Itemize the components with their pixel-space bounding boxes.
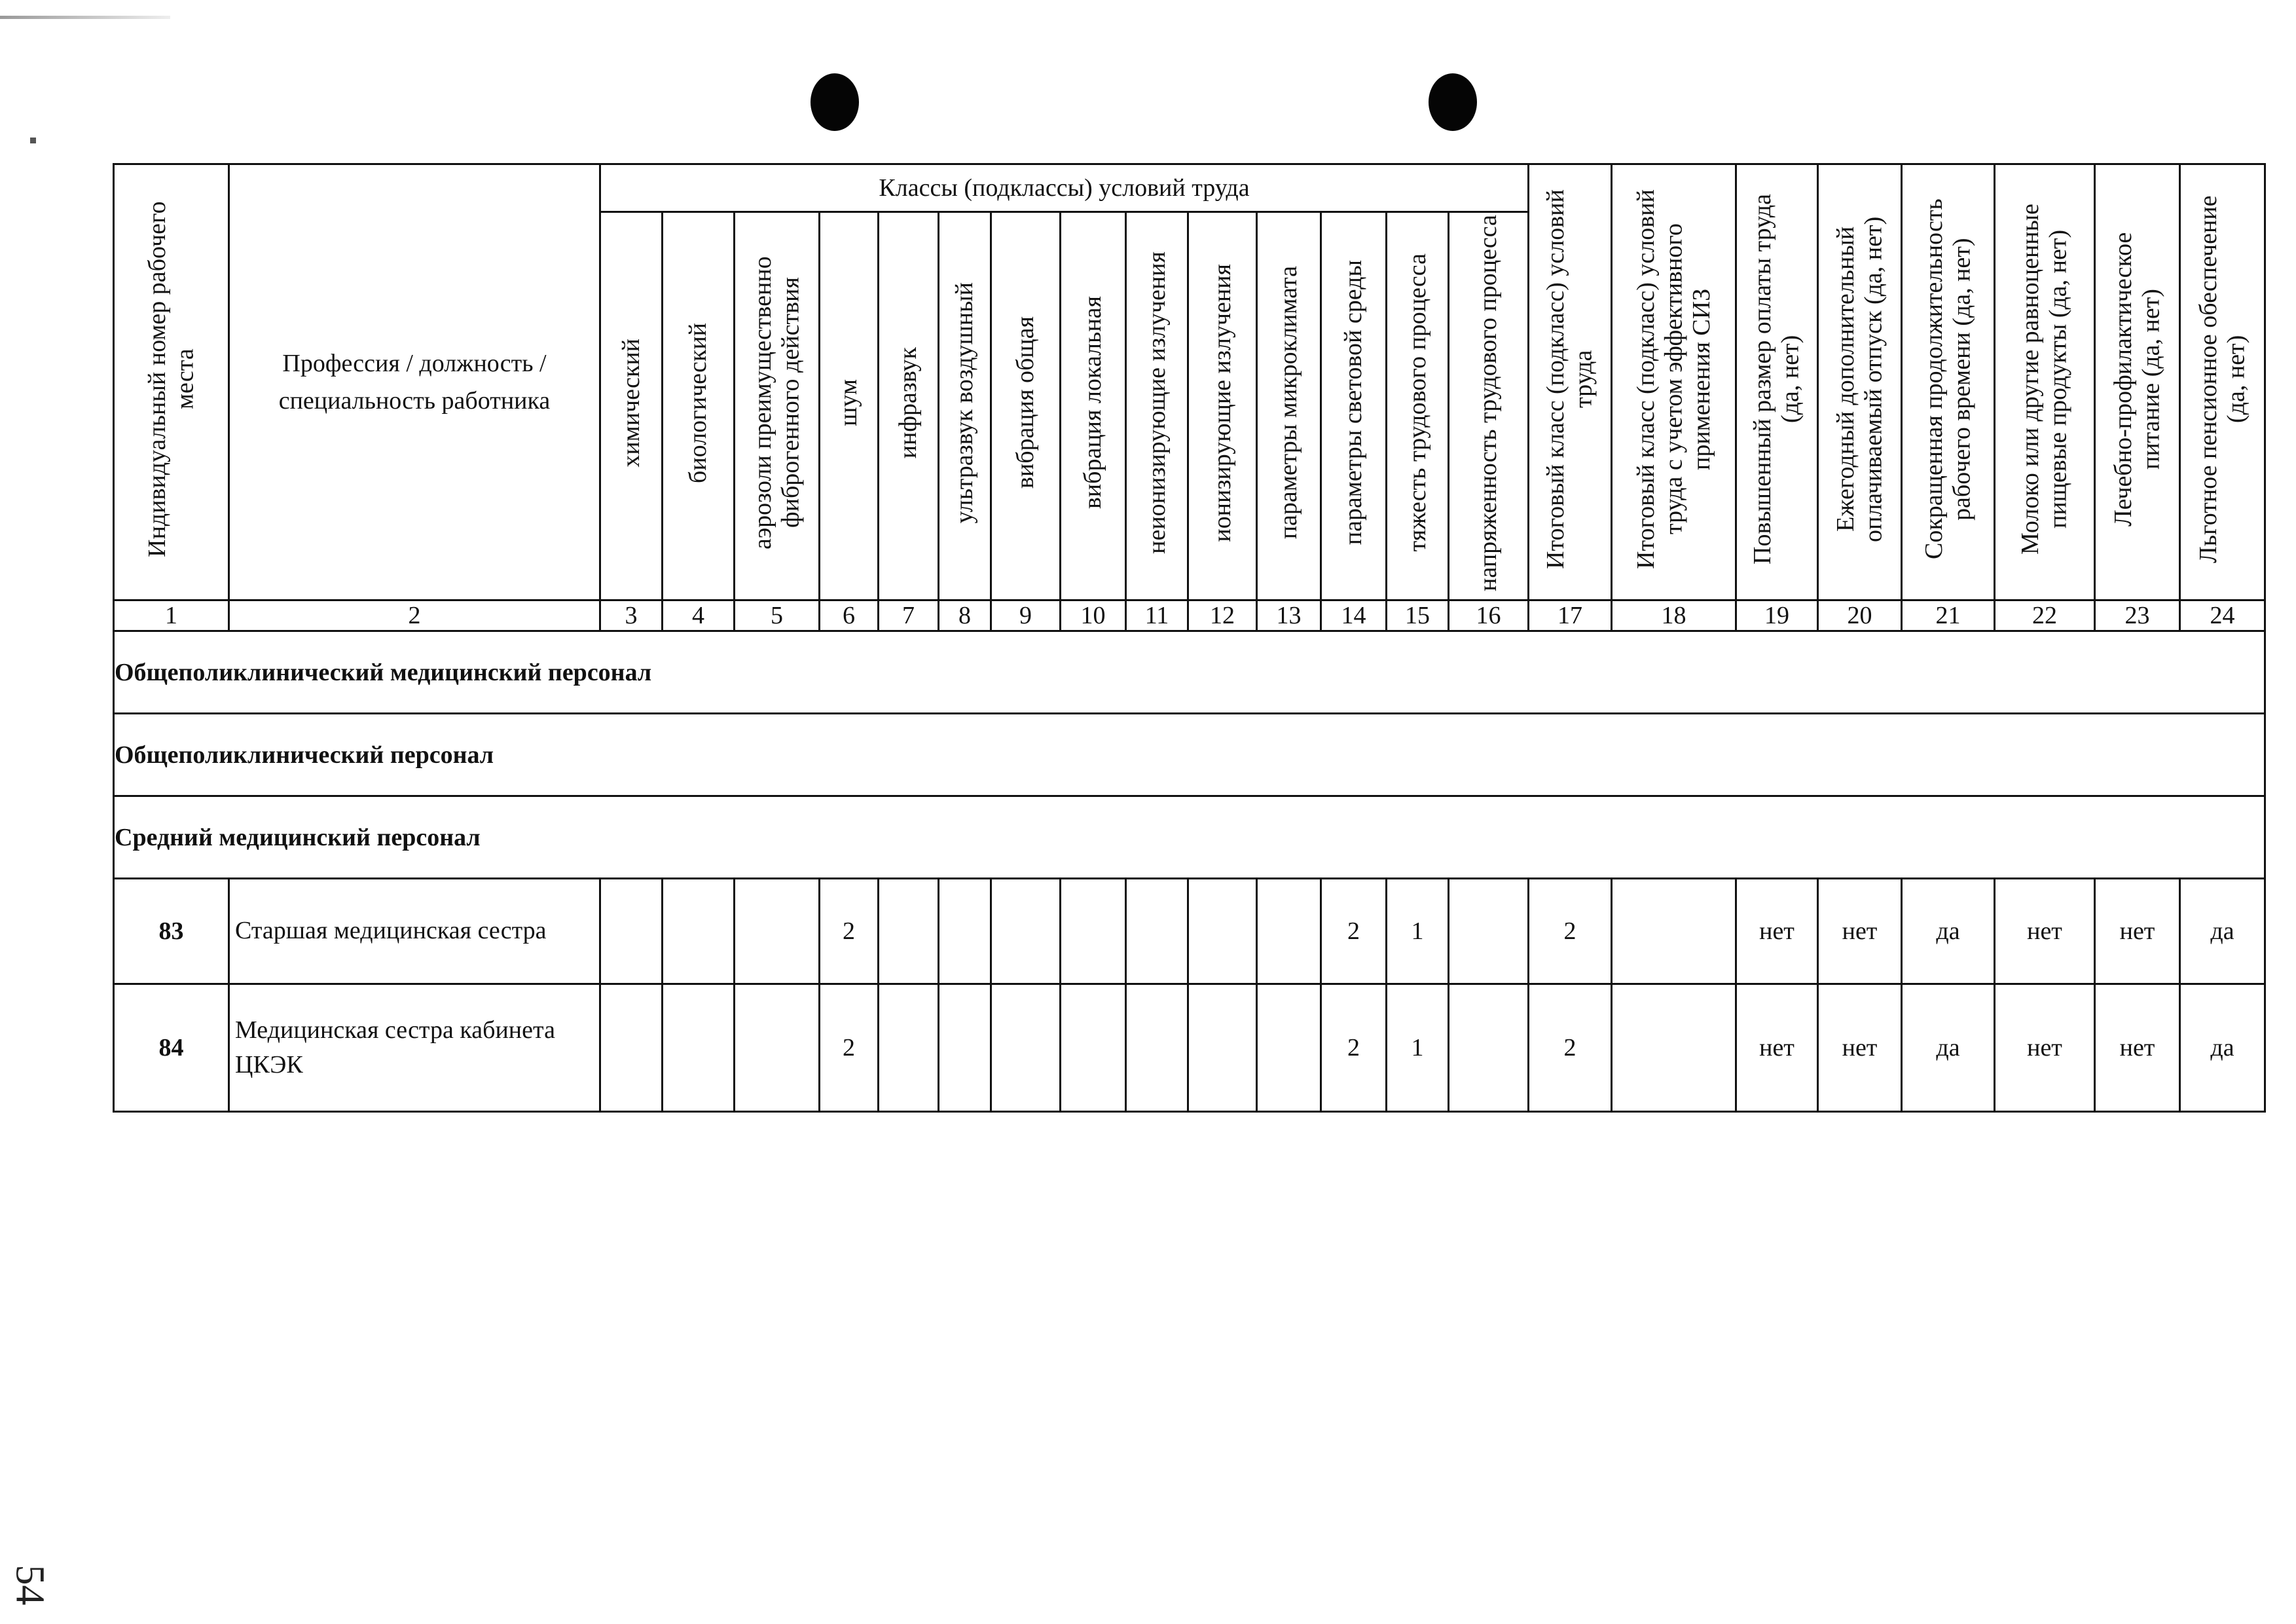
group-heading: Общеполиклинический медицинский персонал [114, 631, 2265, 714]
table-cell [1612, 984, 1736, 1112]
column-number: 8 [939, 600, 991, 631]
table-cell [1612, 879, 1736, 984]
table-cell: нет [1995, 984, 2095, 1112]
table-cell [1257, 984, 1321, 1112]
working-conditions-table [113, 163, 2266, 1113]
group-row [114, 714, 2265, 796]
header-factor [1257, 212, 1321, 600]
header-factor [600, 212, 663, 600]
table-row [114, 984, 2265, 1112]
column-number: 21 [1902, 600, 1995, 631]
header-factor [939, 212, 991, 600]
table-cell: нет [1818, 879, 1902, 984]
group-row [114, 796, 2265, 879]
header-summary [1995, 164, 2095, 600]
table-cell: нет [2095, 879, 2180, 984]
table-cell [1449, 879, 1529, 984]
header-classes-group: Классы (подклассы) условий труда [600, 164, 1529, 212]
header-summary-label: Ежегодный дополнительный оплачиваемый отпуск (да, нет) [1831, 215, 1887, 542]
table-cell: нет [1736, 879, 1818, 984]
column-number: 16 [1449, 600, 1529, 631]
header-summary [2180, 164, 2265, 600]
column-number: 19 [1736, 600, 1818, 631]
header-factor-label: ультразвук воздушный [951, 282, 979, 524]
header-summary [1818, 164, 1902, 600]
column-number: 22 [1995, 600, 2095, 631]
header-factor-label: биологический [684, 322, 712, 483]
table-cell: 1 [1387, 879, 1449, 984]
column-number: 13 [1257, 600, 1321, 631]
header-summary-label: Льготное пенсионное обеспечение (да, нет) [2194, 194, 2250, 563]
table-cell: 2 [1529, 984, 1612, 1112]
header-summary-label: Итоговый класс (подкласс) условий труда с учетом эффективного применения СИЗ [1631, 189, 1715, 569]
column-number: 5 [735, 600, 820, 631]
header-summary-label: Сокращенная продолжительность рабочего времени (да, нет) [1920, 198, 1976, 559]
column-number: 15 [1387, 600, 1449, 631]
header-factor-label: аэрозоли преимущественно фиброгенного действия [748, 256, 805, 549]
table-cell [1126, 984, 1188, 1112]
scan-edge-mark [0, 16, 170, 19]
table-cell [735, 879, 820, 984]
header-factor [879, 212, 939, 600]
group-heading: Средний медицинский персонал [114, 796, 2265, 879]
header-factor-label: шум [835, 379, 863, 426]
workplace-id: 84 [114, 984, 229, 1112]
table-cell: да [1902, 879, 1995, 984]
header-factor-label: ионизирующие излучения [1208, 263, 1236, 542]
table-cell: 1 [1387, 984, 1449, 1112]
table-cell [600, 984, 663, 1112]
table-cell [939, 984, 991, 1112]
header-profession-label: Профессия / должность / специальность работника [278, 349, 551, 415]
table-cell [1126, 879, 1188, 984]
column-number: 18 [1612, 600, 1736, 631]
table-cell [1257, 879, 1321, 984]
column-number: 14 [1321, 600, 1387, 631]
workplace-id: 83 [114, 879, 229, 984]
table-cell: нет [1818, 984, 1902, 1112]
column-number: 4 [663, 600, 735, 631]
table-cell: да [2180, 879, 2265, 984]
header-summary-label: Итоговый класс (подкласс) условий труда [1542, 189, 1598, 569]
table-cell [991, 984, 1061, 1112]
header-factor-label: вибрация локальная [1079, 296, 1107, 509]
table-cell: 2 [1529, 879, 1612, 984]
header-id [114, 164, 229, 600]
header-id-label: Индивидуальный номер рабочего места [143, 200, 199, 557]
punch-hole-left [811, 73, 859, 131]
header-summary-label: Лечебно-профилактическое питание (да, нет) [2109, 231, 2165, 526]
table-cell [1449, 984, 1529, 1112]
column-number: 11 [1126, 600, 1188, 631]
header-factor [1126, 212, 1188, 600]
header-summary [1612, 164, 1736, 600]
table-cell [663, 879, 735, 984]
column-number: 24 [2180, 600, 2265, 631]
profession-name: Медицинская сестра кабинета ЦКЭК [229, 984, 600, 1112]
column-number: 12 [1188, 600, 1257, 631]
header-factor [735, 212, 820, 600]
table-cell [735, 984, 820, 1112]
column-number: 6 [820, 600, 879, 631]
group-heading: Общеполиклинический персонал [114, 714, 2265, 796]
table-cell [879, 879, 939, 984]
table-cell: да [1902, 984, 1995, 1112]
header-factor-label: неионизирующие излучения [1142, 251, 1171, 554]
header-summary [1529, 164, 1612, 600]
column-number-row [114, 600, 2265, 631]
table-cell [991, 879, 1061, 984]
table-cell [600, 879, 663, 984]
header-summary-label: Повышенный размер оплаты труда (да, нет) [1749, 193, 1805, 564]
header-factor-label: параметры микроклимата [1275, 266, 1303, 540]
table-cell [879, 984, 939, 1112]
table-cell [1061, 879, 1126, 984]
column-number: 17 [1529, 600, 1612, 631]
table-cell: нет [1736, 984, 1818, 1112]
punch-hole-right [1429, 73, 1477, 131]
header-factor-label: параметры световой среды [1339, 260, 1368, 545]
column-number: 1 [114, 600, 229, 631]
column-number: 2 [229, 600, 600, 631]
header-factor [1061, 212, 1126, 600]
column-number: 10 [1061, 600, 1126, 631]
header-factor [1321, 212, 1387, 600]
table-cell [1061, 984, 1126, 1112]
table-cell: 2 [1321, 984, 1387, 1112]
table-cell [1188, 984, 1257, 1112]
header-summary [1736, 164, 1818, 600]
header-factor-label: напряженность трудового процесса [1474, 214, 1503, 591]
header-factor [820, 212, 879, 600]
column-number: 7 [879, 600, 939, 631]
table-cell [1188, 879, 1257, 984]
header-factor [1387, 212, 1449, 600]
column-number: 23 [2095, 600, 2180, 631]
header-factor-label: инфразвук [894, 346, 922, 459]
table-row [114, 879, 2265, 984]
header-summary [1902, 164, 1995, 600]
header-factor-label: тяжесть трудового процесса [1403, 253, 1431, 552]
table-cell: нет [1995, 879, 2095, 984]
table-cell: 2 [820, 984, 879, 1112]
table-cell: да [2180, 984, 2265, 1112]
header-summary-label: Молоко или другие равноценные пищевые продукты (да, нет) [2016, 203, 2073, 555]
profession-name: Старшая медицинская сестра [229, 879, 600, 984]
scan-dot-mark [30, 138, 36, 143]
column-number: 9 [991, 600, 1061, 631]
header-summary [2095, 164, 2180, 600]
header-factor-label: вибрация общая [1011, 316, 1040, 489]
header-factor [1449, 212, 1529, 600]
header-factor [663, 212, 735, 600]
column-number: 3 [600, 600, 663, 631]
table-cell: 2 [1321, 879, 1387, 984]
column-number: 20 [1818, 600, 1902, 631]
group-row [114, 631, 2265, 714]
table-cell: нет [2095, 984, 2180, 1112]
table-cell: 2 [820, 879, 879, 984]
table-cell [663, 984, 735, 1112]
table-cell [939, 879, 991, 984]
header-factor [1188, 212, 1257, 600]
header-factor-label: химический [617, 338, 645, 468]
header-factor [991, 212, 1061, 600]
header-profession [229, 164, 600, 600]
page-number: 54 [7, 1564, 52, 1606]
